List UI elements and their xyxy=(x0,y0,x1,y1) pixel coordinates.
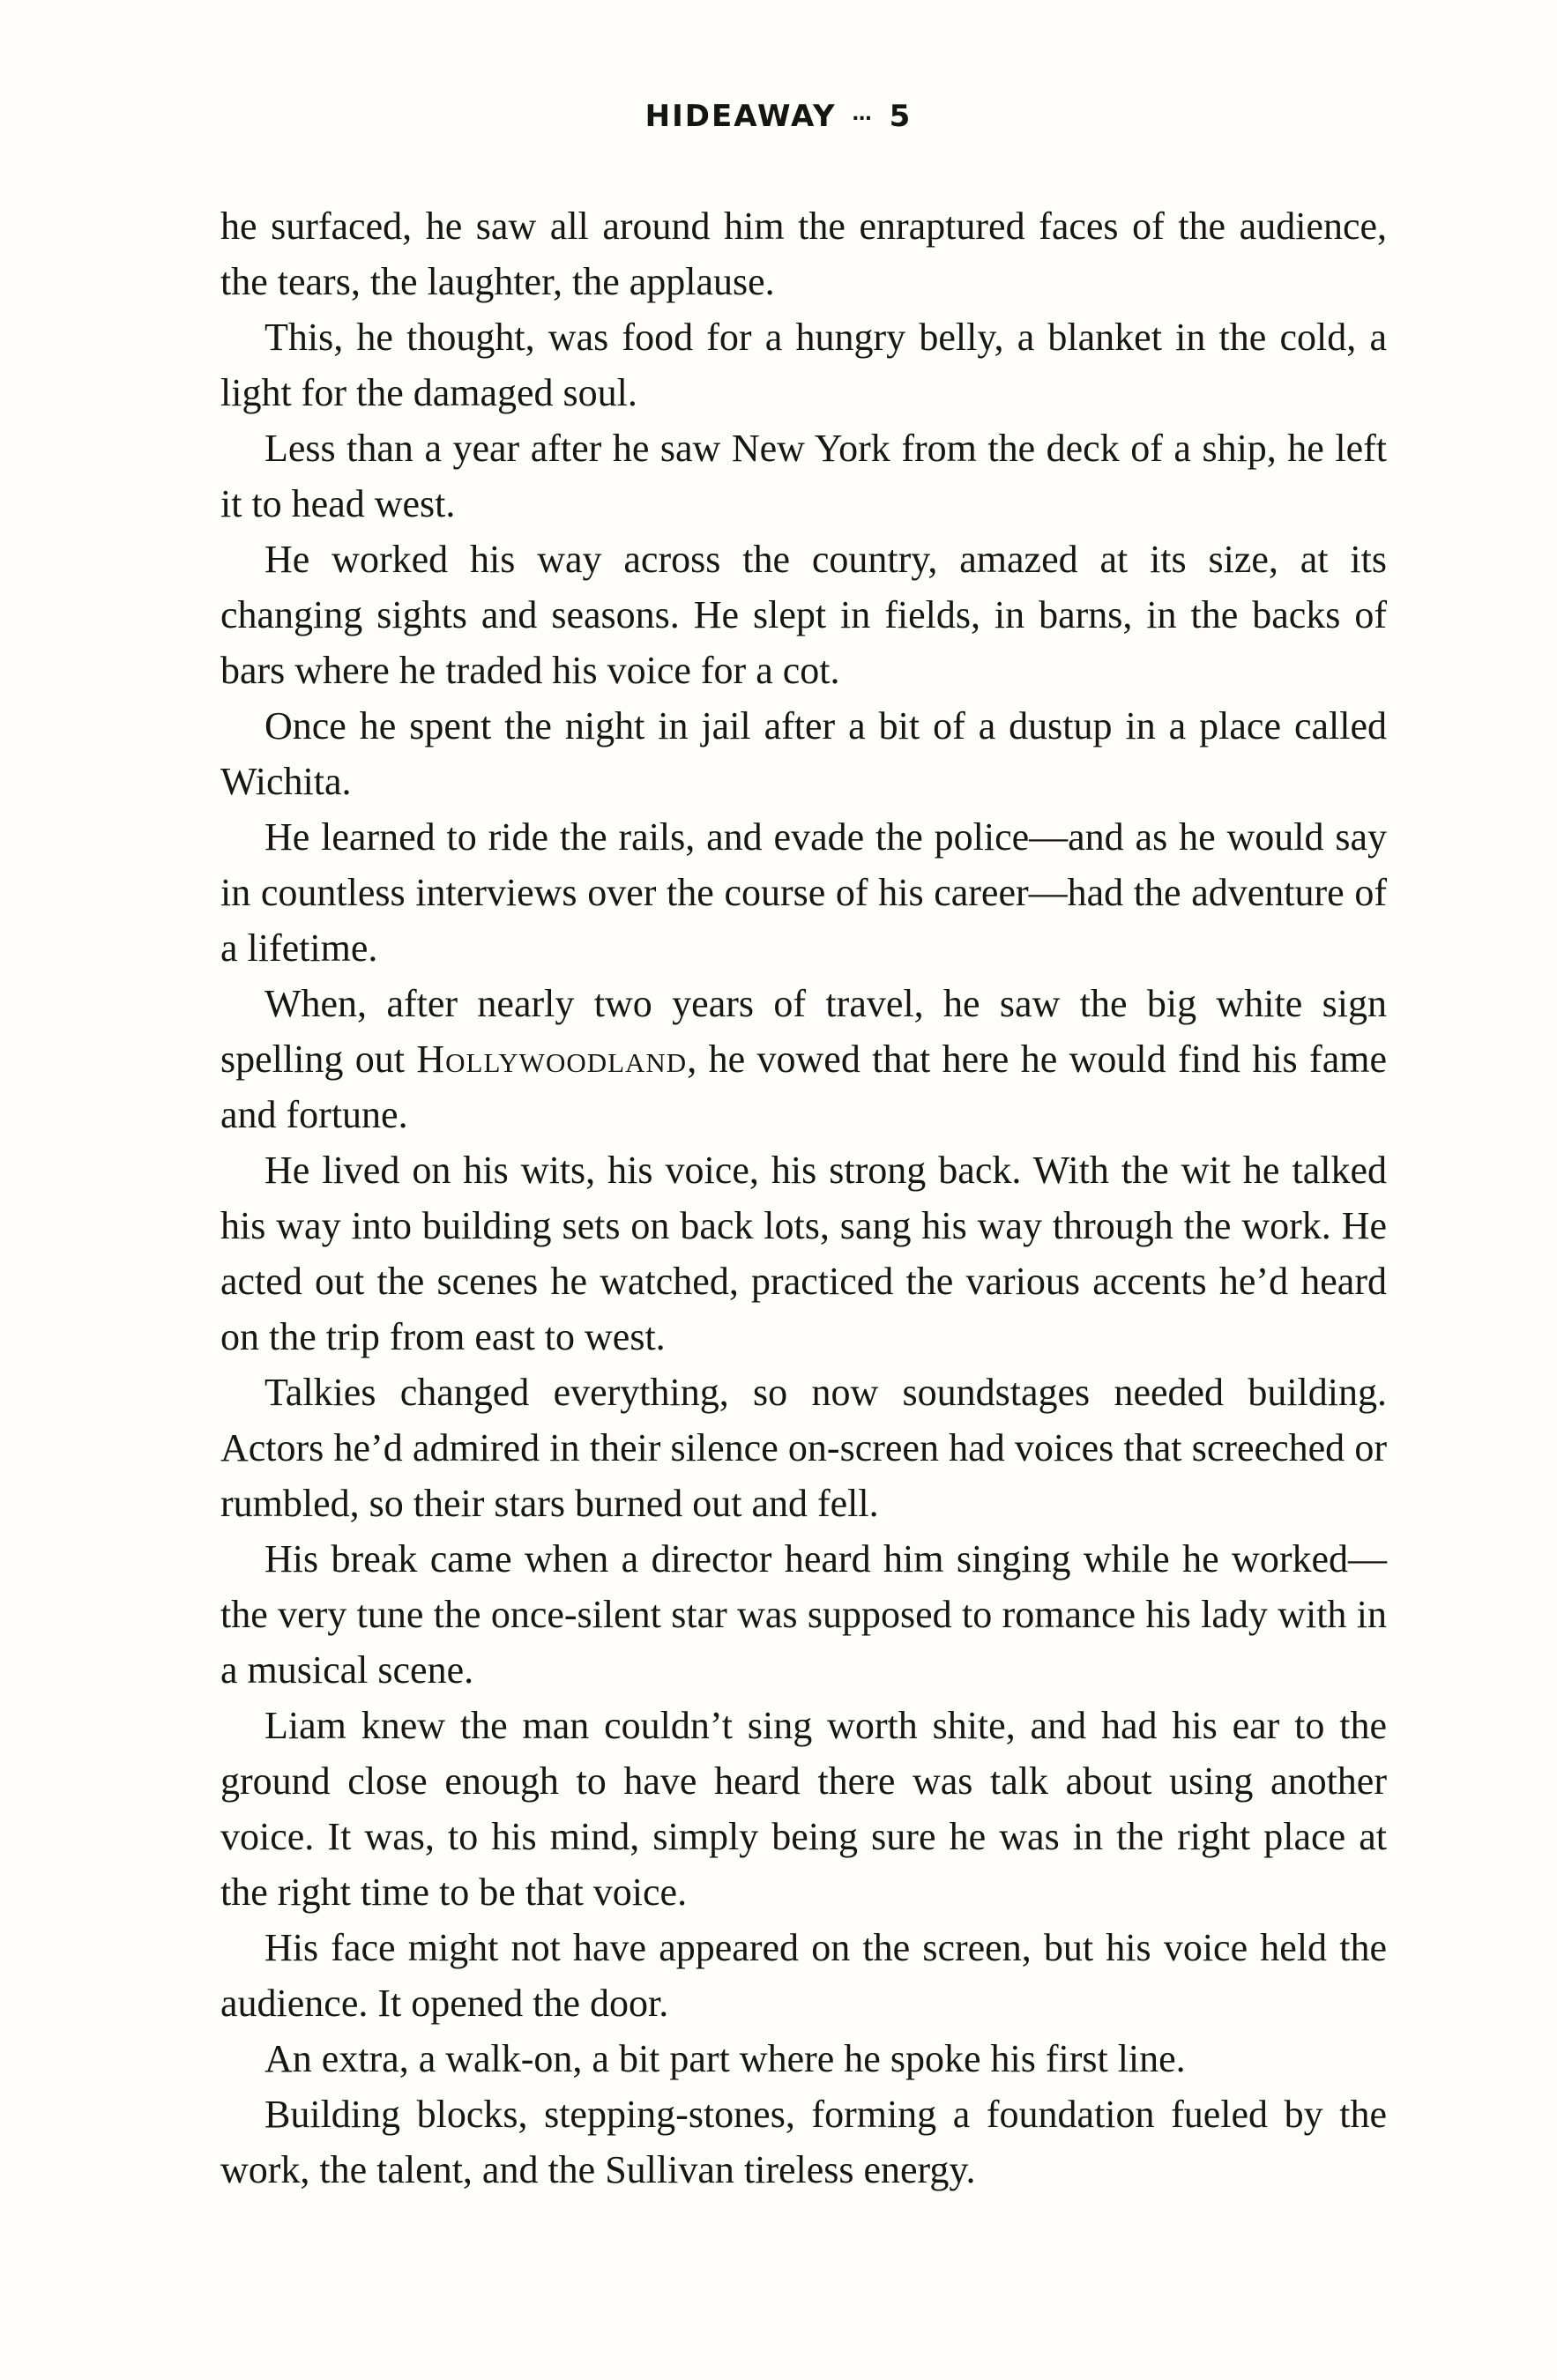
paragraph: His face might not have appeared on the screen, but his voice held the audience. It opened the door. xyxy=(220,1926,1387,2025)
paragraph: He learned to ride the rails, and evade the police—and as he would say in countless interviews over the course of his career—had the adventure of a lifetime. xyxy=(220,815,1387,970)
running-head xyxy=(0,99,1557,134)
paragraph: Once he spent the night in jail after a bit of a dustup in a place called Wichita. xyxy=(220,704,1387,803)
book-title: HIDEAWAY xyxy=(644,99,837,134)
paragraph xyxy=(220,976,1387,1142)
paragraph: Building blocks, stepping-stones, forming a foundation fueled by the work, the talent, and the Sullivan tireless energy. xyxy=(220,2093,1387,2191)
paragraph: Less than a year after he saw New York from the deck of a ship, he left it to head west. xyxy=(220,427,1387,525)
paragraph-text: When, after nearly two years of travel, he saw the big white sign spelling out xyxy=(220,982,1387,1081)
paragraph: he surfaced, he saw all around him the enraptured faces of the audience, the tears, the laughter, the applause. xyxy=(220,205,1387,303)
paragraph: Liam knew the man couldn’t sing worth shite, and had his ear to the ground close enough to have heard there was talk about using another voice. It was, to his mind, simply being sure he was in the right place at the right time to be that voice. xyxy=(220,1704,1387,1914)
header-separator: … xyxy=(852,103,874,125)
paragraph: Talkies changed everything, so now soundstages needed building. Actors he’d admired in their silence on-screen had voices that screeched or rumbled, so their stars burned out and fell. xyxy=(220,1371,1387,1525)
paragraph: This, he thought, was food for a hungry belly, a blanket in the cold, a light for the damaged soul. xyxy=(220,316,1387,414)
paragraph: An extra, a walk-on, a bit part where he spoke his first line. xyxy=(264,2037,1186,2080)
paragraph: He worked his way across the country, amazed at its size, at its changing sights and seasons. He slept in fields, in barns, in the backs of bars where he traded his voice for a cot. xyxy=(220,538,1387,692)
paragraph: His break came when a director heard him singing while he worked—the very tune the once-silent star was supposed to romance his lady with in a musical scene. xyxy=(220,1537,1387,1692)
small-caps-word: Hollywoodland xyxy=(416,1038,688,1081)
paragraph: He lived on his wits, his voice, his strong back. With the wit he talked his way into building sets on back lots, sang his way through the work. He acted out the scenes he watched, practiced the various accents he’d heard on the trip from east to west. xyxy=(220,1149,1387,1358)
paragraph-text: , he vowed that here he would find his fame and fortune. xyxy=(220,1038,1387,1136)
body-text xyxy=(220,198,1387,2198)
page-number: 5 xyxy=(889,99,913,134)
